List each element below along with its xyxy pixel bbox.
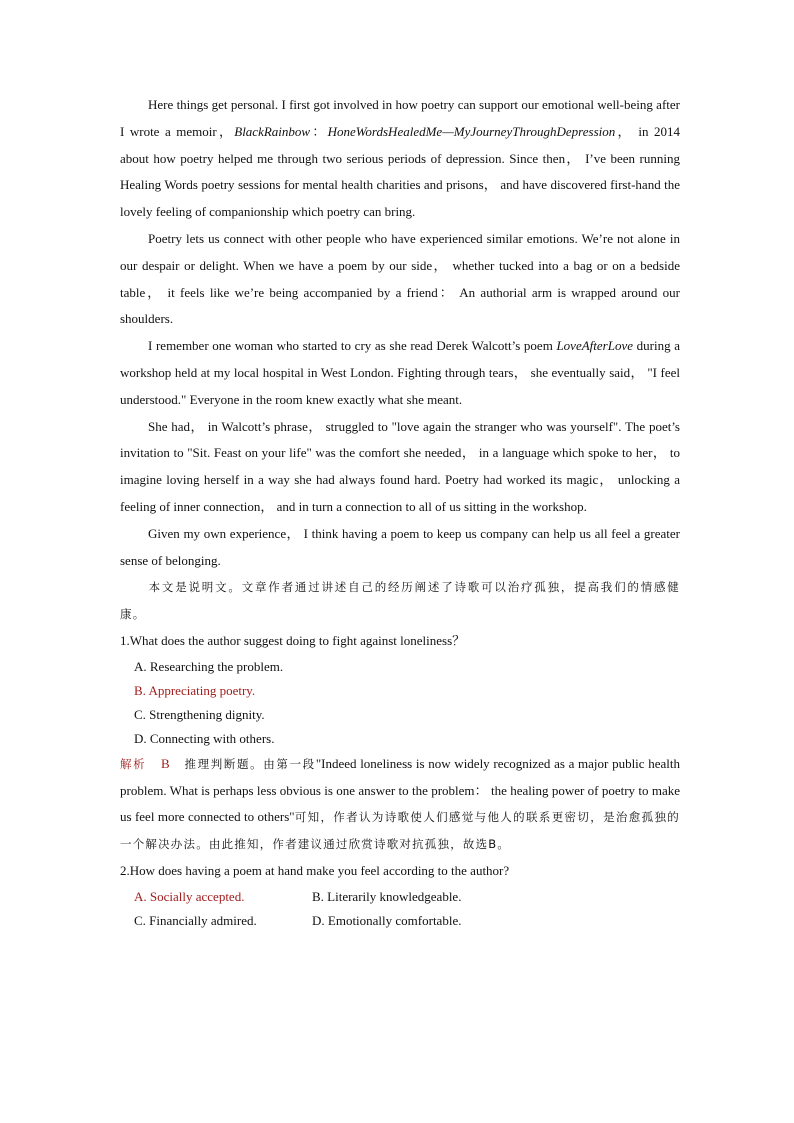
paragraph-2: Poetry lets us connect with other people who have experienced similar emotions. We’re not alone in our despair or delight. When we have a poem by our side， whether tucked into a bag or on a bedside table， it feels like we’re being accompanied by a friend： An authorial arm is wrapped around our shoulders. <box>120 230 680 327</box>
summary-note: 本文是说明文。文章作者通过讲述自己的经历阐述了诗歌可以治疗孤独，提高我们的情感健康。 <box>120 580 680 622</box>
q2-option-d: D. Emotionally comfortable. <box>312 912 462 928</box>
document-page <box>120 92 680 933</box>
question-1-analysis: 解析 B 推理判断题。由第一段"Indeed loneliness is now widely recognized as a major public health problem. What is perhaps less obvious is one answer to the problem： the healing power of poetry to make us feel more connected to others"可知，作者认为诗歌使人们感觉与他人的联系更密切，是治愈孤独的一个解决办法。由此推知，作者建议通过欣赏诗歌对抗孤独，故选B。 <box>120 755 681 852</box>
paragraph-3: I remember one woman who started to cry as she read Derek Walcott’s poem LoveAfterLove during a workshop held at my local hospital in West London. Fighting through tears， she eventually said， "I feel understood." Everyone in the room knew exactly what she meant. <box>120 338 680 407</box>
paragraph-4: She had， in Walcott’s phrase， struggled to "love again the stranger who was yourself". The poet’s invitation to "Sit. Feast on your life" was the comfort she needed， in a language which spoke to her， to imagine loving herself in a way she had always found hard. Poetry had worked its magic， unlocking a feeling of inner connection， and in turn a connection to all of us sitting in the workshop. <box>120 418 680 514</box>
q1-option-b: B. Appreciating poetry. <box>134 682 256 698</box>
q1-option-c: C. Strengthening dignity. <box>134 706 265 722</box>
q2-option-b: B. Literarily knowledgeable. <box>312 888 462 904</box>
question-1-options <box>134 655 680 751</box>
paragraph-5: Given my own experience， I think having a poem to keep us company can help us all feel a greater sense of belonging. <box>120 525 680 568</box>
poem-title: LoveAfterLove <box>556 338 633 354</box>
q1-option-a: A. Researching the problem. <box>134 658 284 674</box>
q2-option-c: C. Financially admired. <box>134 912 257 928</box>
question-1-stem: 1.What does the author suggest doing to fight against loneliness？ <box>120 632 466 648</box>
analysis-label: 解析 <box>120 756 147 771</box>
book-title-2: HoneWordsHealedMe—MyJourneyThroughDepression <box>327 123 616 139</box>
q2-option-a: A. Socially accepted. <box>134 888 245 904</box>
analysis-answer: B <box>161 755 170 771</box>
question-2-stem: 2.How does having a poem at hand make you feel according to the author? <box>120 862 510 878</box>
book-title-1: BlackRainbow <box>234 123 311 139</box>
paragraph-1: Here things get personal. I first got involved in how poetry can support our emotional well-being after I wrote a memoir，BlackRainbow：HoneWordsHealedMe—MyJourneyThroughDepression， in 2014 about how poetry helped me through two serious periods of depression. Since then， I’ve been running Healing Words poetry sessions for mental health charities and prisons， and have discovered first-hand the lovely feeling of companionship which poetry can bring. <box>120 97 680 220</box>
question-2-options <box>134 885 680 933</box>
q1-option-d: D. Connecting with others. <box>134 730 275 746</box>
